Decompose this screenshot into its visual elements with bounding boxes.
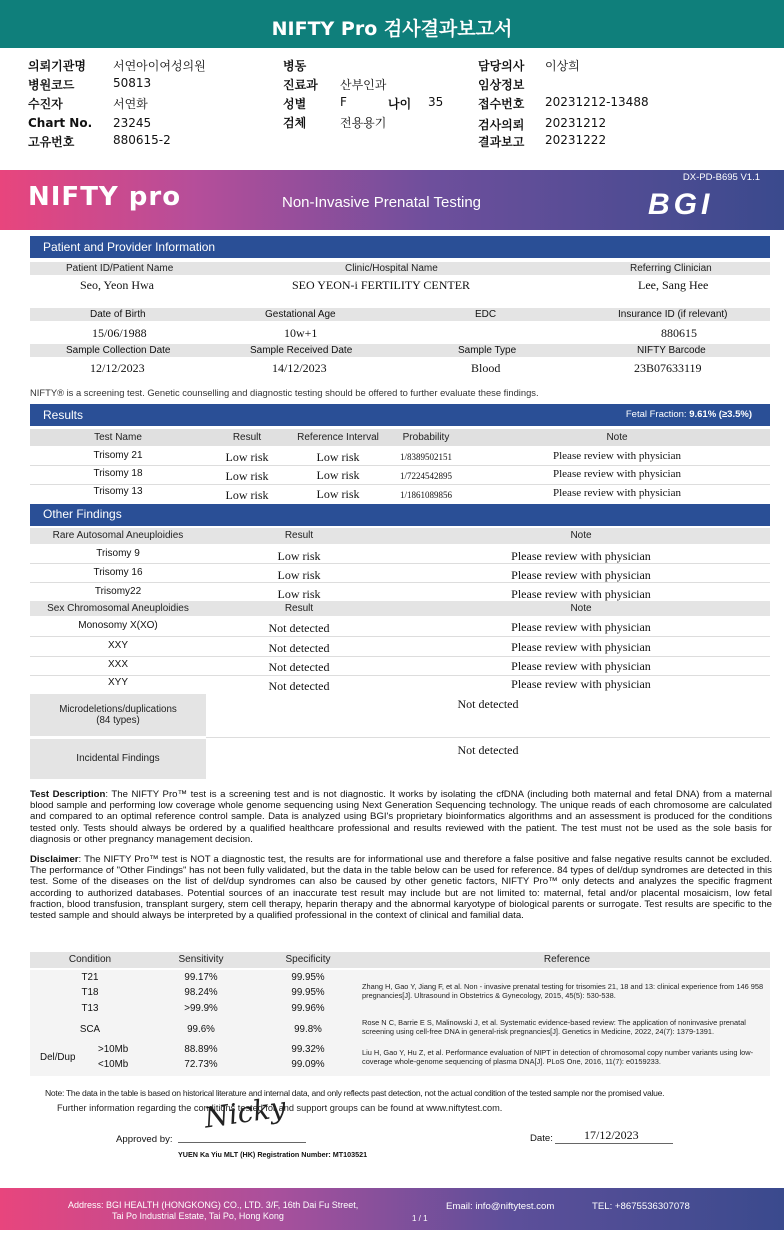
label-clinician: Referring Clinician [630, 263, 712, 274]
kr-label-patient: 수진자 [28, 97, 63, 111]
trisomy18-result: Low risk [225, 469, 269, 483]
results-section-title [30, 404, 770, 426]
label-dob: Date of Birth [90, 309, 146, 320]
kr-value-age: 35 [428, 95, 444, 109]
trisomy21-ref: Low risk [316, 450, 360, 464]
test-description-text: : The NIFTY Pro™ test is a screening test and is not diagnostic. It works by isolating the cfDNA (including both maternal and fetal DNA) from a maternal blood sample and performing low coverage whole genome sequencing using Next Generation Sequencing technology. The unique reads of each chromosome are calculated and compared to an optimal reference control sample. Data is analyzed using BGI's proprietary bioinformatics algorithms and an assessment is produced for the conditions tested only. Tests should always be ordered by a qualified healthcare professional and results reviewed with the patient. The test must not be used as the sole basis for diagnosis or other pregnancy management decision. [30, 789, 772, 845]
footer-address-1: Address: BGI HEALTH (HONGKONG) CO., LTD. 3/F, 16th Dai Fu Street, [68, 1200, 359, 1210]
kr-label-department: 진료과 [283, 78, 318, 92]
xxx-name: XXX [107, 659, 128, 670]
sex-col-note: Note [570, 603, 592, 614]
kr-label-receipt-no: 접수번호 [478, 97, 525, 111]
kr-value-hospital-code: 50813 [113, 76, 152, 90]
sex-col-result: Result [284, 603, 314, 614]
kr-value-sex: F [340, 95, 347, 109]
perf-col-sensitivity: Sensitivity [178, 954, 224, 965]
perf-gt10-spec: 99.32% [291, 1044, 325, 1055]
label-edc: EDC [475, 309, 497, 320]
col-probability: Probability [402, 432, 450, 443]
kr-label-age: 나이 [388, 97, 412, 111]
sex-table-body [30, 618, 770, 694]
sex-col-name: Sex Chromosomal Aneuploidies [47, 603, 189, 614]
footer-tel: TEL: +8675536307078 [592, 1201, 690, 1212]
trisomy18-prob: 1/7224542895 [399, 471, 452, 481]
trisomy22-note: Please review with physician [511, 587, 651, 601]
trisomy21-result: Low risk [225, 450, 269, 464]
perf-deldup-label: Del/Dup [40, 1052, 76, 1063]
report-title: NIFTY Pro 검사결과보고서 [0, 0, 784, 48]
trisomy16-result: Low risk [277, 568, 321, 582]
xxx-result: Not detected [268, 660, 330, 674]
disclaimer [30, 854, 772, 921]
disclaimer-label: Disclaimer [30, 854, 79, 865]
kr-value-result-report: 20231222 [545, 133, 607, 147]
table-row [30, 546, 770, 564]
table-row [30, 638, 770, 657]
kr-value-institution: 서연아이여성의원 [113, 59, 206, 73]
perf-lt10-spec: 99.09% [291, 1059, 325, 1070]
reference-3: Liu H, Gao Y, Hu Z, et al. Performance evaluation of NIPT in detection of chromosomal copy number variants using low-coverage whole-genome sequencing of plasma DNA[J]. PLoS One, 2016, 11(7): e0159233. [362, 1048, 754, 1066]
trisomy21-note: Please review with physician [553, 450, 681, 462]
trisomy13-result: Low risk [225, 488, 269, 502]
rare-col-note: Note [570, 530, 592, 541]
trisomy13-prob: 1/1861089856 [399, 490, 452, 500]
kr-label-institution: 의뢰기관명 [28, 59, 86, 73]
trisomy22-name: Trisomy22 [94, 586, 142, 597]
trisomy18-note: Please review with physician [553, 468, 681, 480]
label-ga: Gestational Age [265, 309, 336, 320]
col-test-name: Test Name [94, 432, 142, 443]
kr-value-chart-no: 23245 [113, 116, 152, 130]
performance-header-row [30, 952, 770, 968]
disclaimer-text: : The NIFTY Pro™ test is NOT a diagnostic test, the results are for informational use and therefore a false positive and false negative results cannot be excluded. The performance of "Other Findings" has not been fully validated, but the data in the table below can be used for reference. 84 types of del/dup syndromes are detected in this test. Some of the diseases on the list of del/dup syndromes can also be caused by other genetic factors, NIFTY Pro™ only detects and analyzes the specific fragment according to authorized databases. Potential sources of an inaccurate test result may include but are not limited to: maternal, fetal and/or placental mosaicism, low fetal fraction, blood transfusion, transplant surgery, stem cell therapy, heparin therapy and the abnormal karyotype of biological parents or surrogate. Test results are specific to the tested sample and should always be interpreted by a qualified professional in the context of clinical and familial data. [30, 854, 772, 922]
kr-value-receipt-no: 20231212-13488 [545, 95, 649, 109]
kr-value-patient: 서연화 [113, 97, 148, 111]
kr-label-hospital-code: 병원코드 [28, 78, 75, 92]
rare-col-result: Result [284, 530, 314, 541]
performance-table-body [30, 970, 770, 1076]
results-header-row [30, 429, 770, 446]
value-insurance: 880615 [661, 326, 697, 340]
signature: Nicky [202, 1090, 288, 1135]
incidental-result: Not detected [457, 743, 519, 757]
kr-value-test-request: 20231212 [545, 116, 607, 130]
rare-col-name: Rare Autosomal Aneuploidies [52, 530, 184, 541]
kr-label-specimen: 검체 [283, 116, 307, 130]
fetal-fraction [626, 404, 752, 426]
perf-sca-spec: 99.8% [294, 1024, 322, 1035]
kr-label-sex: 성별 [283, 97, 307, 111]
perf-t18-sens: 98.24% [184, 987, 218, 998]
kr-label-chart-no: Chart No. [28, 116, 93, 130]
trisomy22-result: Low risk [277, 587, 321, 601]
trisomy9-name: Trisomy 9 [96, 548, 140, 559]
value-collection: 12/12/2023 [90, 361, 145, 375]
fetal-fraction-value: 9.61% (≥3.5%) [689, 409, 752, 420]
other-findings-title: Other Findings [30, 504, 770, 526]
date-label: Date: [530, 1133, 553, 1144]
kr-label-clinical-info: 임상정보 [478, 78, 525, 92]
col-reference: Reference Interval [297, 432, 379, 443]
microdeletion-label: Microdeletions/duplications [59, 704, 177, 715]
footer [0, 1188, 784, 1230]
bgi-logo: BGI [648, 188, 714, 221]
perf-col-specificity: Specificity [285, 954, 331, 965]
value-received: 14/12/2023 [272, 361, 327, 375]
perf-t13-spec: 99.96% [291, 1003, 325, 1014]
perf-gt10-sens: 88.89% [184, 1044, 218, 1055]
value-barcode: 23B07633119 [634, 361, 702, 375]
incidental-label: Incidental Findings [30, 739, 206, 779]
patient-section-title: Patient and Provider Information [30, 236, 770, 258]
perf-lt10-sens: 72.73% [184, 1059, 218, 1070]
xyy-name: XYY [107, 677, 128, 688]
kr-label-ward: 병동 [283, 59, 307, 73]
note-text: Note: The data in the table is based on historical literature and internal data, and only reflects past detection, not the actual condition of the tested sample nor the promised value. [45, 1088, 665, 1098]
results-table-body [30, 448, 770, 503]
xxy-note: Please review with physician [511, 640, 651, 654]
fetal-fraction-label: Fetal Fraction: [625, 409, 687, 420]
date-line [555, 1143, 673, 1144]
trisomy9-note: Please review with physician [511, 549, 651, 563]
xxy-result: Not detected [268, 641, 330, 655]
perf-t18-spec: 99.95% [291, 987, 325, 998]
microdeletion-label-cell [30, 694, 206, 736]
results-title-text: Results [43, 408, 84, 422]
value-sample-type: Blood [471, 361, 501, 375]
table-row [30, 448, 770, 466]
approval-signature-line [178, 1142, 306, 1143]
kr-value-doctor: 이상희 [545, 59, 580, 73]
kr-label-unique-no: 고유번호 [28, 135, 75, 149]
test-description-label: Test Description [30, 789, 106, 800]
table-row [30, 584, 770, 602]
reference-1: Zhang H, Gao Y, Jiang F, et al. Non - invasive prenatal testing for trisomies 21, 18 and 13: clinical experience from 146 958 pregnancies[J]. Ultrasound in Obstetrics & Gynecology, 2015, 45(5): 530-538. [362, 982, 764, 1000]
table-row [30, 618, 770, 637]
kr-label-result-report: 결과보고 [478, 135, 525, 149]
perf-t21-sens: 99.17% [184, 972, 218, 983]
monosomy-x-name: Monosomy X(XO) [78, 620, 158, 631]
trisomy13-ref: Low risk [316, 487, 360, 501]
label-barcode: NIFTY Barcode [637, 345, 706, 356]
footer-email: Email: info@niftytest.com [446, 1201, 555, 1212]
microdeletion-result: Not detected [457, 697, 519, 711]
kr-value-department: 산부인과 [340, 78, 387, 92]
divider [206, 737, 770, 738]
xxy-name: XXY [107, 640, 128, 651]
perf-col-condition: Condition [68, 954, 112, 965]
perf-t13-cond: T13 [81, 1003, 99, 1014]
table-row [30, 676, 770, 695]
footer-address-2: Tai Po Industrial Estate, Tai Po, Hong Kong [112, 1211, 284, 1221]
monosomy-x-note: Please review with physician [511, 620, 651, 634]
table-row [30, 657, 770, 676]
xxx-note: Please review with physician [511, 659, 651, 673]
trisomy21-name: Trisomy 21 [93, 450, 143, 461]
nifty-pro-logo: NIFTY pro [28, 182, 182, 212]
trisomy18-ref: Low risk [316, 468, 360, 482]
table-row [30, 486, 770, 504]
table-row [30, 467, 770, 485]
label-clinic: Clinic/Hospital Name [345, 263, 438, 274]
value-patient: Seo, Yeon Hwa [80, 278, 155, 292]
date-value: 17/12/2023 [584, 1128, 639, 1142]
col-result: Result [232, 432, 262, 443]
trisomy13-name: Trisomy 13 [93, 486, 143, 497]
nifty-banner [0, 170, 784, 230]
reference-2: Rose N C, Barrie E S, Malinowski J, et al. Systematic evidence-based review: The application of noninvasive prenatal screening using cell-free DNA in general-risk pregnancies[J]. Genetics in Medicine, 2022, 24(7): 1379-1391. [362, 1018, 746, 1036]
perf-gt10-cond: >10Mb [98, 1044, 129, 1055]
trisomy16-name: Trisomy 16 [93, 567, 143, 578]
xyy-result: Not detected [268, 679, 330, 693]
test-description [30, 789, 772, 845]
label-received: Sample Received Date [250, 345, 353, 356]
perf-t21-spec: 99.95% [291, 972, 325, 983]
note-text-2: Further information regarding the conditions tested for and support groups can be found at www.niftytest.com. [57, 1103, 503, 1113]
col-note: Note [606, 432, 628, 443]
kr-value-specimen: 전용용기 [340, 116, 387, 130]
banner-subtitle: Non-Invasive Prenatal Testing [282, 194, 481, 211]
label-collection: Sample Collection Date [66, 345, 171, 356]
perf-lt10-cond: <10Mb [98, 1059, 129, 1070]
trisomy13-note: Please review with physician [553, 487, 681, 499]
label-patient: Patient ID/Patient Name [66, 263, 174, 274]
perf-t13-sens: >99.9% [184, 1003, 218, 1014]
perf-t18-cond: T18 [81, 987, 99, 998]
rare-table-body [30, 546, 770, 602]
xyy-note: Please review with physician [511, 677, 651, 691]
sex-header-row [30, 601, 770, 616]
table-row [30, 565, 770, 583]
kr-value-unique-no: 880615-2 [113, 133, 171, 147]
kr-label-doctor: 담당의사 [478, 59, 525, 73]
value-clinician: Lee, Sang Hee [638, 278, 709, 292]
approved-label: Approved by: [116, 1134, 173, 1145]
trisomy16-note: Please review with physician [511, 568, 651, 582]
perf-sca-cond: SCA [79, 1024, 101, 1035]
label-insurance: Insurance ID (if relevant) [618, 309, 728, 320]
value-clinic: SEO YEON-i FERTILITY CENTER [292, 278, 471, 292]
value-ga: 10w+1 [284, 326, 318, 340]
trisomy9-result: Low risk [277, 549, 321, 563]
footer-page: 1 / 1 [412, 1214, 428, 1223]
document-code: DX-PD-B695 V1.1 [682, 172, 760, 183]
label-sample-type: Sample Type [458, 345, 517, 356]
microdeletion-types: (84 types) [96, 715, 140, 726]
screening-note: NIFTY® is a screening test. Genetic counselling and diagnostic testing should be offered to further evaluate these findings. [30, 387, 539, 398]
rare-header-row [30, 528, 770, 544]
kr-label-test-request: 검사의뢰 [478, 118, 525, 132]
perf-t21-cond: T21 [81, 972, 99, 983]
monosomy-x-result: Not detected [268, 621, 330, 635]
perf-col-reference: Reference [543, 954, 591, 965]
trisomy18-name: Trisomy 18 [93, 468, 143, 479]
korean-info-block [0, 54, 784, 154]
signer-name: YUEN Ka Yiu MLT (HK) Registration Number: MT103521 [178, 1150, 368, 1159]
perf-sca-sens: 99.6% [187, 1024, 215, 1035]
value-dob: 15/06/1988 [92, 326, 147, 340]
trisomy21-prob: 1/8389502151 [399, 452, 452, 462]
